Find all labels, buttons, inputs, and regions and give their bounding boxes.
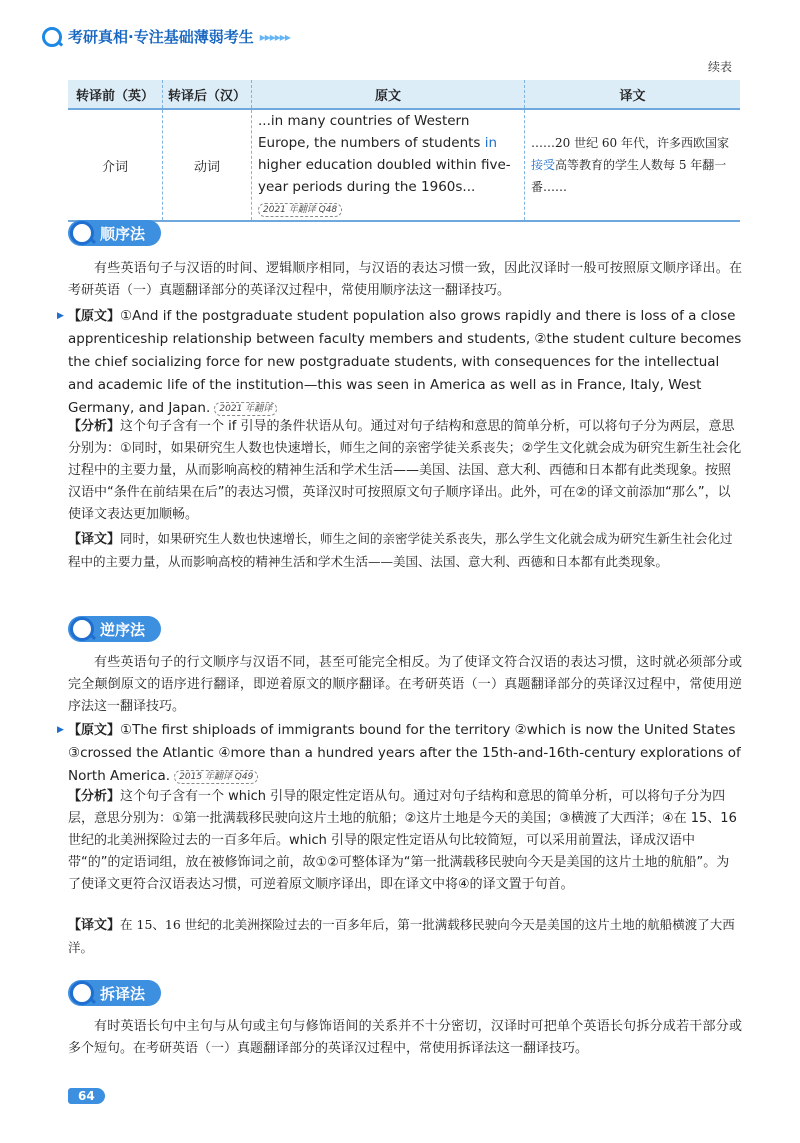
bullet-icon: ▶ xyxy=(57,725,64,735)
section-heading-split: 拆译法 xyxy=(68,980,161,1006)
section-intro: 有些英语句子与汉语的时间、逻辑顺序相同，与汉语的表达习惯一致，因此汉译时一般可按照原文顺序译出。在考研英语（一）真题翻译部分的英译汉过程中，常使用顺序法这一翻译技巧。 xyxy=(68,261,742,298)
example-translation: 【译文】在 15、16 世纪的北美洲探险过去的一百多年后，第一批满载移民驶向今天是美国的这片土地的航船横渡了大西洋。 xyxy=(68,917,735,955)
section-heading-reverse: 逆序法 xyxy=(68,616,161,642)
conversion-table xyxy=(68,80,740,222)
col-header-before: 转译前（英） xyxy=(68,80,163,109)
search-icon xyxy=(70,617,94,641)
example-analysis: 【分析】这个句子含有一个 if 引导的条件状语从句。通过对句子结构和意思的简单分析，可以将句子分为两层，意思分别为：①同时，如果研究生人数也快速增长，师生之间的亲密学徒关系丧失；②学生文化就会成为研究生新生社会化过程中的主要力量，从而影响高校的精神生活和学术生活——美国、法国、意大利、西德和日本都有此类现象。按照汉语中“条件在前结果在后”的表达习惯，英译汉时可按照原文句子顺序译出。此外，可在②的译文前添加“那么”，以使译文表达更加顺畅。 xyxy=(68,419,742,522)
cell-before: 介词 xyxy=(68,109,163,221)
section-heading-sequential: 顺序法 xyxy=(68,220,161,246)
source-tag: 2015 年翻译 Q49 xyxy=(174,770,258,784)
page-number: 64 xyxy=(68,1088,105,1104)
highlight-word: 接受 xyxy=(531,158,556,172)
search-icon xyxy=(70,981,94,1005)
cell-original: ...in many countries of Western Europe, the numbers of students in higher education doubled within five-year periods during the 1960s...2021 年翻译 Q48 xyxy=(252,109,525,221)
example-translation: 【译文】同时，如果研究生人数也快速增长，师生之间的亲密学徒关系丧失，那么学生文化就会成为研究生新生社会化过程中的主要力量，从而影响高校的精神生活和学术生活——美国、法国、意大利、西德和日本都有此类现象。 xyxy=(68,531,733,569)
header-title: 考研真相·专注基础薄弱考生 xyxy=(68,28,254,46)
source-tag: 2021 年翻译 Q48 xyxy=(258,203,342,217)
example-analysis: 【分析】这个句子含有一个 which 引导的限定性定语从句。通过对句子结构和意思的简单分析，可以将句子分为四层，意思分别为：①第一批满载移民驶向这片土地的航船；②这片土地是今天的美国；③横渡了大西洋；④在 15、16 世纪的北美洲探险过去的一百多年后。which 引导的限定性定语从句比较简短，可以采用前置法，译成汉语中带“的”的定语词组，放在被修饰词之前，故①②可整体译为“第一批满载移民驶向今天是美国的这片土地的航船”。为了使译文更符合汉语表达习惯，可逆着原文顺序译出，即在译文中将④的译文置于句首。 xyxy=(68,789,737,892)
continued-label: 续表 xyxy=(707,60,732,74)
section-intro: 有些英语句子的行文顺序与汉语不同，甚至可能完全相反。为了使译文符合汉语的表达习惯，这时就必须部分或完全颠倒原文的语序进行翻译，即逆着原文的顺序翻译。在考研英语（一）真题翻译部分的英译汉过程中，常使用逆序法这一翻译技巧。 xyxy=(68,655,742,714)
example-original: ▶ 【原文】①The first shiploads of immigrants bound for the territory ②which is now the United States ③crossed the Atlantic ④more than a hundred years after the 15th-and-16th-century explorations of North America. 2015 年翻译 Q49 xyxy=(68,719,742,788)
col-header-translation: 译文 xyxy=(525,80,741,109)
search-logo-icon xyxy=(42,27,62,47)
highlight-word: in xyxy=(484,135,498,151)
col-header-after: 转译后（汉） xyxy=(163,80,252,109)
col-header-original: 原文 xyxy=(252,80,525,109)
table-row xyxy=(68,109,740,221)
header-arrows: ▸▸▸▸▸▸ xyxy=(259,29,290,44)
example-original: ▶ 【原文】①And if the postgraduate student population also grows rapidly and there is loss of a close apprenticeship relationship between faculty members and students, ②the student culture becomes the chief socializing force for new postgraduate students, with consequences for the intellectual and academic life of the institution—this was seen in America as well as in France, Italy, West Germany, and Japan. 2021 年翻译 xyxy=(68,305,742,420)
page-header xyxy=(42,26,290,47)
cell-after: 动词 xyxy=(163,109,252,221)
cell-translation: ……20 世纪 60 年代，许多西欧国家接受高等教育的学生人数每 5 年翻一番…… xyxy=(525,109,741,221)
source-tag: 2021 年翻译 xyxy=(214,402,277,416)
section-intro: 有时英语长句中主句与从句或主句与修饰语间的关系并不十分密切，汉译时可把单个英语长句拆分成若干部分或多个短句。在考研英语（一）真题翻译部分的英译汉过程中，常使用拆译法这一翻译技巧。 xyxy=(68,1019,742,1056)
search-icon xyxy=(70,221,94,245)
bullet-icon: ▶ xyxy=(57,311,64,321)
